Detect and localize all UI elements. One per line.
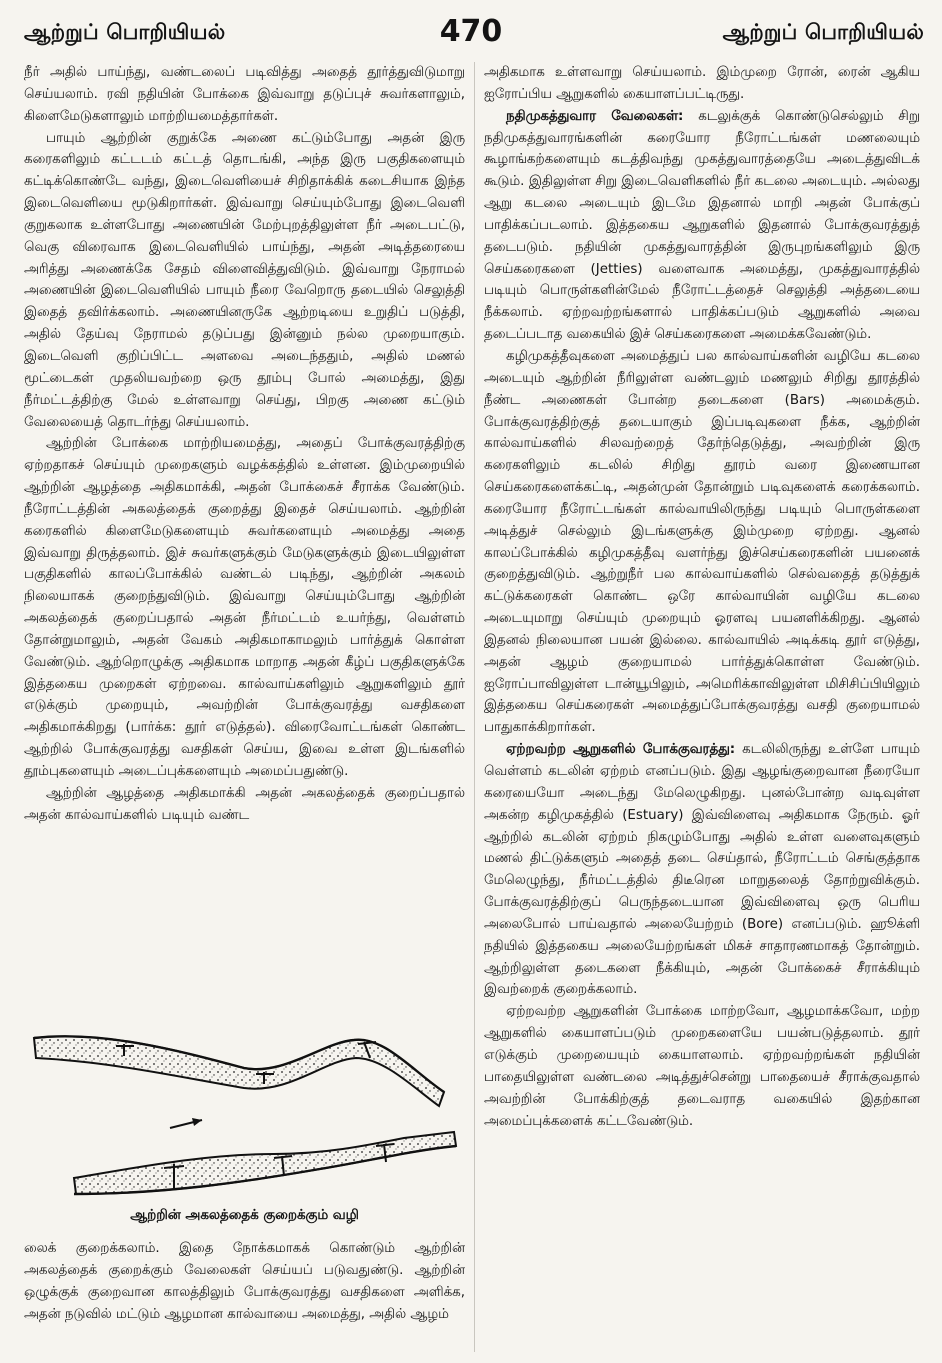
section-paragraph bbox=[484, 739, 920, 1001]
section-paragraph bbox=[484, 106, 920, 346]
paragraph: ஆற்றின் போக்கை மாற்றியமைத்து, அதைப் போக்குவரத்திற்கு ஏற்றதாகச் செய்யும் முறைகளும் வழக்கத்தில் உள்ளன. இம்முறையில் ஆற்றின் ஆழத்தை அதிகமாக்கி, அதன் போக்கைச் சீராக்க வேண்டும். நீரோட்டத்தின் அகலத்தைக் குறைத்து இதைச் செய்யலாம். ஆற்றின் கரைகளில் கிளைமேடுகளையும் சுவர்களையும் அமைத்து அதை இவ்வாறு திருத்தலாம். இச் சுவர்களுக்கும் மேடுகளுக்கும் இடையிலுள்ள பகுதிகளில் காலப்போக்கில் வண்டல் படிந்து, ஆற்றின் அகலம் நிலையாகக் குறைந்துவிடும். இவ்வாறு செய்யும்போது ஆற்றின் அகலத்தைக் குறைப்பதால் அதன் நீர்மட்டம் உயர்ந்து, வெள்ளம் தோன்றுமாலும், அதன் வேகம் அதிகமாகாமலும் பார்த்துக் கொள்ள வேண்டும். ஆற்றொழுக்கு அதிகமாக மாறாத அதன் கீழ்ப் பகுதிகளுக்கே இத்தகைய முறைகள் ஏற்றவை. கால்வாய்களிலும் ஆறுகளிலும் தூர் எடுக்கும் முறையும், அவற்றின் போக்குவரத்து வசதிகளை அதிகமாக்கிறது (பார்க்க: தூர் எடுத்தல்). விரைவோட்டங்கள் கொண்ட ஆற்றில் போக்குவரத்து வசதிகள் செய்ய, இவை உள்ள இடங்களில் தூம்புகளையும் அடைப்புக்களையும் அமைப்பதுண்டு. bbox=[24, 436, 465, 779]
page-number: 470 bbox=[439, 14, 503, 49]
paragraph: பாயும் ஆற்றின் குறுக்கே அணை கட்டும்போது அதன் இரு கரைகளிலும் கட்டடம் கட்டத் தொடங்கி, அந்த இரு பகுதிகளையும் கட்டிக்கொண்டே வந்து, இடைவெளியைச் சிறிதாக்கிக் கடைசியாக இந்த இடைவெளியை மூடுகிறார்கள். இவ்வாறு செய்யும்போது இடைவெளி குறுகலாக உள்ளபோது அணையின் மேற்புறத்திலுள்ள நீர் அடைபட்டு, வெகு விரைவாக இடைவெளியில் பாய்ந்து, அதன் அடித்தரையை அரித்து அணைக்கே சேதம் விளைவித்துவிடும். இவ்வாறு நேராமல் அணையின் இடைவெளியில் பாயும் நீரை வேறொரு தடையில் செலுத்தி இதைத் தவிர்க்கலாம். அணையினருகே ஆற்றடியை உறுதிப் படுத்தி, அதில் தேய்வு நேராமல் தடுப்பது இன்னும் நல்ல முறையாகும். இடைவெளி குறிப்பிட்ட அளவை அடைந்ததும், அதில் மணல் மூட்டைகள் முதலியவற்றை ஒரு தூம்பு போல் அமைத்து, இது நீர்மட்டத்திற்கு மேல் உள்ளவாறு செய்து, பிறகு அணை கட்டும் வேலையைத் தொடர்ந்து செய்யலாம். bbox=[24, 130, 465, 430]
right-column bbox=[484, 62, 920, 1352]
section-body: கடலிலிருந்து உள்ளே பாயும் வெள்ளம் கடலின் ஏற்றம் எனப்படும். இது ஆழங்குறைவான நீரையோ கரையையோ அடைந்து மேலெழுகிறது. புனல்போன்ற வடிவுள்ள அகன்ற கழிமுகத்தில் (Estuary) இவ்விளைவு அதிகமாக நேரும். ஓர் ஆற்றில் கடலின் ஏற்றம் நிகழும்போது அதில் உள்ள வளைவுகளும் மணல் திட்டுக்களும் அதைத் தடை செய்தால், நீரோட்டம் செங்குத்தாக மேலெழுந்து, நீர்மட்டத்தில் திடீரென மாறுதலைத் தோற்றுவிக்கும். போக்குவரத்திற்குப் பெருந்தடையான இவ்விளைவு ஒரு பெரிய அலைபோல் பாய்வதால் அலையேற்றம் (Bore) எனப்படும். ஹூக்ளி நதியில் இத்தகைய அலையேற்றங்கள் மிகச் சாதாரணமாகத் தோன்றும். ஆற்றிலுள்ள தடைகளை நீக்கியும், அதன் போக்கைச் சீராக்கியும் இவற்றைக் குறைக்கலாம். bbox=[484, 742, 920, 998]
flow-arrow-icon bbox=[170, 1118, 202, 1128]
page-header bbox=[0, 0, 942, 56]
section-body: கடலுக்குக் கொண்டுசெல்லும் சிறு நதிமுகத்துவாரங்களின் கரையோர நீரோட்டங்கள் மணலையும் கூழாங்கற்களையும் கடத்திவந்து முகத்துவாரத்தையே அடைத்துவிடக் கூடும். இதிலுள்ள சிறு இடைவெளிகளில் நீர் கடலை அடையும். அல்லது ஆறு கடலை அடையும் இடமே இதனால் மாறி அதன் போக்குப் பாதிக்கப்படலாம். இத்தகைய ஆறுகளில் இதனால் போக்குவரத்துத் தடைபடும். நதியின் முகத்துவாரத்தின் இருபுறங்களிலும் இரு செய்கரைகளை (Jetties) வளைவாக அமைத்து, முகத்துவாரத்தில் படியும் பொருள்களின்மேல் நீரோட்டத்தைச் செலுத்தி அத்தடையை நீக்கலாம். ஏற்றவற்றங்களால் பாதிக்கப்படும் ஆறுகளில் அவை தடைப்படாத வகையில் இச் செய்கரைகளை அமைக்கவேண்டும். bbox=[484, 108, 920, 343]
paragraph: நீர் அதில் பாய்ந்து, வண்டலைப் படிவித்து அதைத் தூர்த்துவிடுமாறு செய்யலாம். ரவி நதியின் போக்கை இவ்வாறு தடுப்புச் சுவர்களாலும், கிளைமேடுகளாலும் மாற்றியமைத்தார்கள். bbox=[24, 65, 465, 124]
lower-bank-fill bbox=[74, 1132, 456, 1194]
river-bank-drawing bbox=[24, 1022, 465, 1212]
running-title-left: ஆற்றுப் பொறியியல் bbox=[24, 20, 226, 44]
left-column bbox=[24, 62, 465, 1020]
paragraph: அதிகமாக உள்ளவாறு செய்யலாம். இம்முறை ரோன், ரைன் ஆகிய ஐரோப்பிய ஆறுகளில் கையாளப்பட்டிருது. bbox=[484, 65, 920, 102]
column-divider bbox=[474, 62, 475, 1352]
figure-caption: ஆற்றின் அகலத்தைக் குறைக்கும் வழி bbox=[130, 1208, 359, 1223]
running-title-right: ஆற்றுப் பொறியியல் bbox=[722, 20, 924, 44]
section-heading: நதிமுகத்துவார வேலைகள்: bbox=[506, 108, 684, 124]
paragraph: ஏற்றவற்ற ஆறுகளின் போக்கை மாற்றவோ, ஆழமாக்கவோ, மற்ற ஆறுகளில் கையாளப்படும் முறைகளையே பயன்படுத்தலாம். தூர் எடுக்கும் முறையையும் கையாளலாம். ஏற்றவற்றங்கள் நதியின் பாதையிலுள்ள வண்டலை அடித்துச்சென்று பாதையைச் சீராக்குவதால் அவற்றின் போக்கிற்குத் தடைவராத வகையில் இதற்கான அமைப்புக்களைக் கட்டவேண்டும். bbox=[484, 1004, 920, 1129]
paragraph: கழிமுகத்தீவுகளை அமைத்துப் பல கால்வாய்களின் வழியே கடலை அடையும் ஆற்றின் நீரிலுள்ள வண்டலும் மணலும் சிறிது தூரத்தில் நீண்ட அணைகள் போன்ற தடைகளை (Bars) அமைக்கும். போக்குவரத்திற்குத் தடையாகும் இப்படிவுகளை நீக்க, ஆற்றின் கால்வாய்களில் சிலவற்றைத் தேர்ந்தெடுத்து, அவற்றின் இரு கரைகளிலும் கடலில் சிறிது தூரம் வரை இணையான செய்கரைகளைக்கட்டி, அதன்முன் தோன்றும் படிவுகளைக் கரைக்கலாம். கரையோர நீரோட்டங்கள் கால்வாயிலிருந்து படியும் பொருள்களை அடித்துச் செல்லும் இடங்களுக்கு இம்முறை ஏற்றது. ஆனல் காலப்போக்கில் கழிமுகத்தீவு வளர்ந்து இச்செய்கரைகளின் பயனைக் குறைத்துவிடும். ஆற்றுநீர் பல கால்வாய்களில் செல்வதைத் தடுத்துக் கட்டுக்கரைகள் கொண்ட ஒரே கால்வாயின் வழியே கடலை அடையுமாறு செய்யும் முறையும் ஓரளவு பயனளிக்கிறது. ஆனல் இதனல் நிலையான பயன் இல்லை. கால்வாயில் அடிக்கடி தூர் எடுத்து, அதன் ஆழம் குறையாமல் பார்த்துக்கொள்ள வேண்டும். ஐரோப்பாவிலுள்ள டான்யூபிலும், அமெரிக்காவிலுள்ள மிசிசிப்பியிலும் இத்தகைய செய்கரைகள் அமைத்துப்போக்குவரத்து வசதி குறையாமல் பாதுகாக்கிறார்கள். bbox=[484, 348, 920, 736]
section-heading: ஏற்றவற்ற ஆறுகளில் போக்குவரத்து: bbox=[506, 742, 736, 758]
left-column-continuation bbox=[24, 1238, 465, 1356]
paragraph: ஆற்றின் ஆழத்தை அதிகமாக்கி அதன் அகலத்தைக் குறைப்பதால் அதன் கால்வாய்களில் படியும் வண்ட bbox=[24, 785, 465, 823]
paragraph: லைக் குறைக்கலாம். இதை நோக்கமாகக் கொண்டும் ஆற்றின் அகலத்தைக் குறைக்கும் வேலைகள் செய்யப் படுவதுண்டு. ஆற்றின் ஒழுக்குக் குறைவான காலத்திலும் போக்குவரத்து வசதிகளை அளிக்க, அதன் நடுவில் மட்டும் ஆழமான கால்வாயை அமைத்து, அதில் ஆழம் bbox=[24, 1241, 465, 1322]
